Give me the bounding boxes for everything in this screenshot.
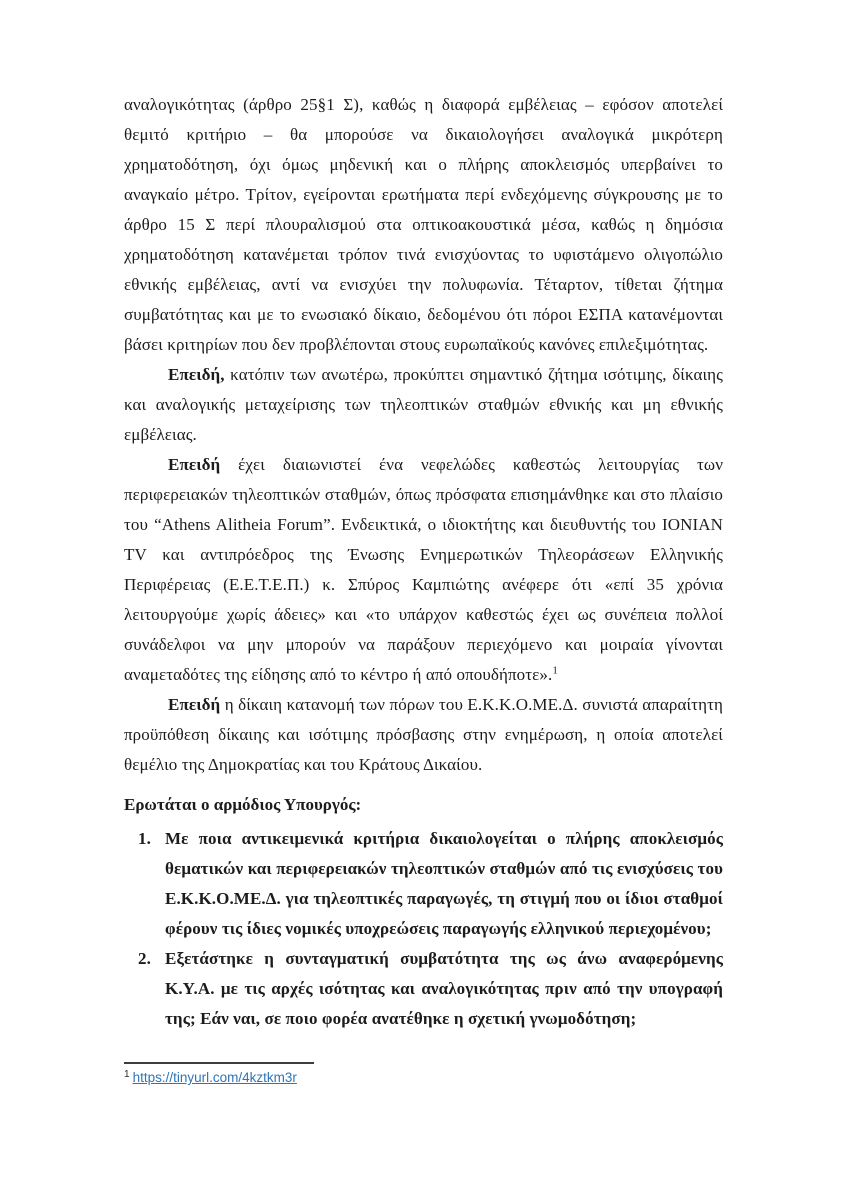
paragraph-text: έχει διαιωνιστεί ένα νεφελώδες καθεστώς λειτουργίας των περιφερειακών τηλεοπτικών σταθμών, όπως πρόσφατα επισημάνθηκε και στο πλαίσιο του “Athens Alitheia Forum”. Ενδεικτικά, ο ιδιοκτήτης και διευθυντής του IONIAN TV και αντιπρόεδρος της Ένωσης Ενημερωτικών Τηλεοράσεων Ελληνικής Περιφέρειας (Ε.Ε.Τ.Ε.Π.) κ. Σπύρος Καμπιώτης ανέφερε ότι «επί 35 χρόνια λειτουργούμε χωρίς άδειες» και «το υπάρχον καθεστώς έχει ως συνέπεια πολλοί συνάδελφοι να μην μπορούν να παράξουν περιεχόμενο και μοιραία γίνονται αναμεταδότες της είδησης από το κέντρο ή από οπουδήποτε». (124, 455, 723, 684)
document-body (124, 90, 723, 1034)
question-text: Με ποια αντικειμενικά κριτήρια δικαιολογείται ο πλήρης αποκλεισμός θεματικών και περιφερειακών τηλεοπτικών σταθμών από τις ενισχύσεις του Ε.Κ.Κ.Ο.ΜΕ.Δ. για τηλεοπτικές παραγωγές, τη στιγμή που οι ίδιοι σταθμοί φέρουν τις ίδιες νομικές υποχρεώσεις παραγωγής ελληνικού περιεχομένου; (165, 829, 723, 938)
question-number: 1. (138, 829, 151, 848)
paragraph-epeidi-2 (124, 450, 723, 690)
paragraph-text: κατόπιν των ανωτέρω, προκύπτει σημαντικό ζήτημα ισότιμης, δίκαιης και αναλογικής μεταχείρισης των τηλεοπτικών σταθμών εθνικής και μη εθνικής εμβέλειας. (124, 365, 723, 444)
questions-heading: Ερωτάται ο αρμόδιος Υπουργός: (124, 795, 362, 814)
paragraph-lead: Επειδή, (168, 365, 225, 384)
question-text: Εξετάστηκε η συνταγματική συμβατότητα της ως άνω αναφερόμενης Κ.Υ.Α. με τις αρχές ισότητας και αναλογικότητας πριν από την υπογραφή της; Εάν ναι, σε ποιο φορέα ανατέθηκε η σχετική γνωμοδότηση; (165, 949, 723, 1028)
footnote (124, 1062, 524, 1087)
footnote-link[interactable]: https://tinyurl.com/4kztkm3r (132, 1070, 297, 1085)
question-item-2 (124, 944, 723, 1034)
paragraph-text: η δίκαιη κατανομή των πόρων του Ε.Κ.Κ.Ο.ΜΕ.Δ. συνιστά απαραίτητη προϋπόθεση δίκαιης και ισότιμης πρόσβασης στην ενημέρωση, η οποία αποτελεί θεμέλιο της Δημοκρατίας και του Κράτους Δικαίου. (124, 695, 723, 774)
footnote-number: 1 (124, 1068, 130, 1080)
paragraph-continuation: αναλογικότητας (άρθρο 25§1 Σ), καθώς η διαφορά εμβέλειας – εφόσον αποτελεί θεμιτό κριτήριο – θα μπορούσε να δικαιολογήσει αναλογικά μικρότερη χρηματοδότηση, όχι όμως μηδενική και ο πλήρης αποκλεισμός υπερβαίνει το αναγκαίο μέτρο. Τρίτον, εγείρονται ερωτήματα περί ενδεχόμενης σύγκρουσης με το άρθρο 15 Σ περί πλουραλισμού στα οπτικοακουστικά μέσα, καθώς η δημόσια χρηματοδότηση κατανέμεται τρόπον τινά ενισχύοντας το υφιστάμενο ολιγοπώλιο εθνικής εμβέλειας, αντί να ενισχύει την πολυφωνία. Τέταρτον, τίθεται ζήτημα συμβατότητας και με το ενωσιακό δίκαιο, δεδομένου ότι πόροι ΕΣΠΑ κατανέμονται βάσει κριτηρίων που δεν προβλέπονται στους ευρωπαϊκούς κανόνες επιλεξιμότητας. (124, 95, 723, 354)
paragraph-lead: Επειδή (168, 695, 221, 714)
footnote-reference: 1 (552, 664, 558, 677)
footnote-separator (124, 1062, 314, 1064)
paragraph-lead: Επειδή (168, 455, 221, 474)
paragraph-epeidi-1 (124, 360, 723, 450)
paragraph-epeidi-3 (124, 690, 723, 780)
question-number: 2. (138, 949, 151, 968)
question-item-1 (124, 824, 723, 944)
